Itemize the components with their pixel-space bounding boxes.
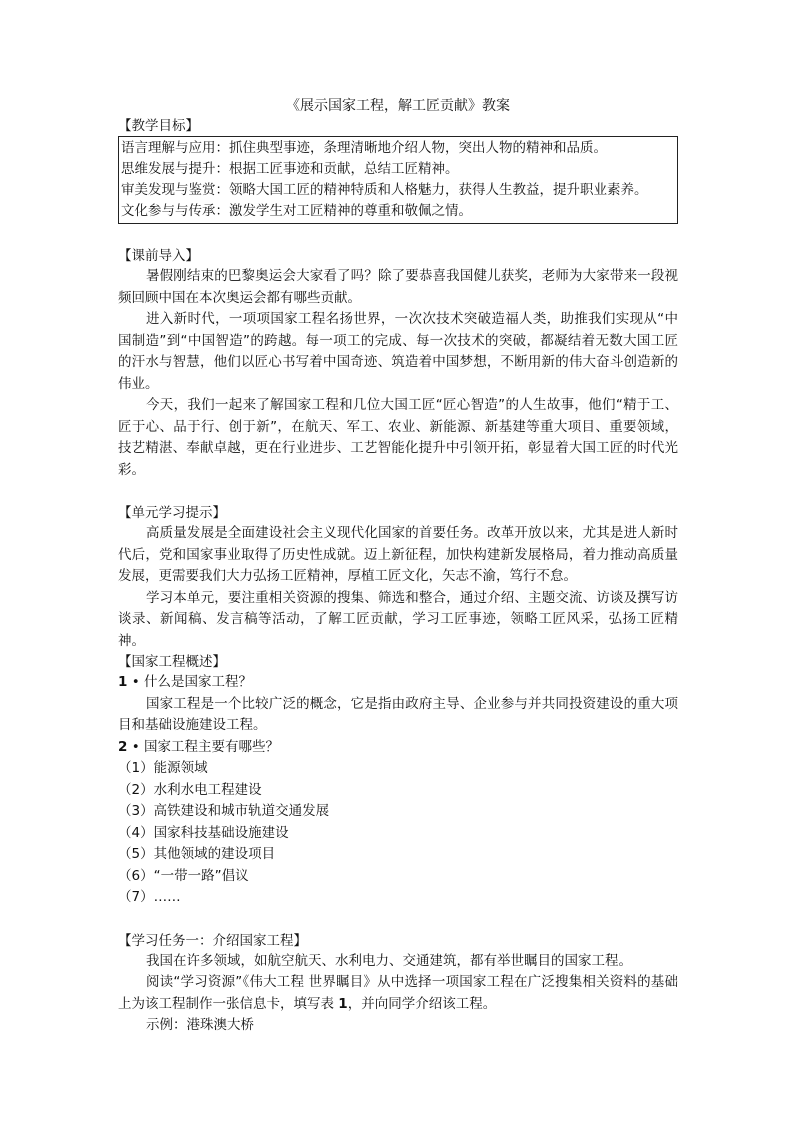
question-number: 1 — [118, 674, 128, 690]
list-item: （3）高铁建设和城市轨道交通发展 — [118, 803, 330, 819]
task1-example: 示例：港珠澳大桥 — [146, 1017, 254, 1033]
question-text: 国家工程主要有哪些？ — [143, 738, 279, 755]
overview-answer-1: 国家工程是一个比较广泛的概念，它是指由政府主导、企业参与并共同投资建设的重大项目和基础设施建设工程。 — [118, 695, 678, 733]
list-item: （1）能源领域 — [118, 760, 208, 776]
list-item: （5）其他领域的建设项目 — [118, 846, 276, 862]
task1-paragraph: 我国在许多领域，如航空航天、水利电力、交通建筑，都有举世瞩目的国家工程。 — [146, 952, 632, 969]
list-item: （6）“一带一路”倡议 — [118, 867, 249, 884]
objective-item: 思维发展与提升：根据工匠事迹和贡献，总结工匠精神。 — [121, 161, 459, 177]
objective-item: 审美发现与鉴赏：领略大国工匠的精神特质和人格魅力，获得人生教益，提升职业素养。 — [121, 182, 648, 198]
document-page — [118, 96, 678, 1037]
task1-heading: 【学习任务一：介绍国家工程】 — [118, 932, 307, 949]
unit-paragraph: 高质量发展是全面建设社会主义现代化国家的首要任务。改革开放以来，尤其是进人新时代后，党和国家事业取得了历史性成就。迈上新征程，加快构建新发展格局，着力推动高质量发展，更需要我们大力弘扬工匠精神，厚植工匠文化，矢志不渝，笃行不怠。 — [118, 525, 678, 584]
list-item: （2）水利水电工程建设 — [118, 781, 262, 798]
intro-paragraph: 今天，我们一起来了解国家工程和几位大国工匠“匠心智造”的人生故事，他们“精于工、匠于心、品于行、创于新”，在航天、军工、农业、新能源、新基建等重大项目、重要领域，技艺精湛、奉献卓越，更在行业进步、工艺智能化提升中引领开拓，彰显着大国工匠的时代光彩。 — [118, 397, 678, 478]
overview-question-2: 2 • 国家工程主要有哪些？ — [118, 738, 279, 755]
list-item: （4）国家科技基础设施建设 — [118, 824, 289, 841]
intro-paragraph: 暑假刚结束的巴黎奥运会大家看了吗？除了要恭喜我国健儿获奖，老师为大家带来一段视频回顾中国在本次奥运会都有哪些贡献。 — [118, 268, 678, 306]
question-number: 2 — [118, 738, 128, 755]
overview-heading: 【国家工程概述】 — [118, 654, 226, 670]
objectives-heading: 【教学目标】 — [118, 118, 199, 134]
intro-heading: 【课前导入】 — [118, 248, 199, 264]
objective-item: 文化参与与传承：激发学生对工匠精神的尊重和敬佩之情。 — [121, 203, 472, 219]
task1-paragraph: 阅读“学习资源”《伟大工程 世界瞩目》从中选择一项国家工程在广泛搜集相关资料的基础上为该工程制作一张信息卡，填写表 1，并向同学介绍该工程。 — [118, 974, 678, 1012]
question-text: 什么是国家工程？ — [143, 674, 252, 690]
overview-question-1: 1 • 什么是国家工程？ — [118, 674, 252, 690]
list-item: （7）…… — [118, 889, 181, 905]
intro-paragraph: 进入新时代，一项项国家工程名扬世界，一次次技术突破造福人类，助推我们实现从“中国制造”到“中国智造”的跨越。每一项工的完成、每一次技术的突破，都凝结着无数大国工匠的汗水与智慧，他们以匠心书写着中国奇迹、筑造着中国梦想，不断用新的伟大奋斗创造新的伟业。 — [118, 311, 678, 392]
document-title: 《展示国家工程，解工匠贡献》教案 — [286, 98, 510, 114]
table-number: 1 — [338, 995, 348, 1012]
unit-heading: 【单元学习提示】 — [118, 505, 226, 521]
unit-paragraph: 学习本单元，要注重相关资源的搜集、筛选和整合，通过介绍、主题交流、访谈及撰写访谈录、新闻稿、发言稿等活动，了解工匠贡献，学习工匠事迹，领略工匠风采，弘扬工匠精神。 — [118, 589, 678, 649]
objectives-box — [118, 136, 678, 224]
objective-item: 语言理解与应用：抓住典型事迹，条理清晰地介绍人物，突出人物的精神和品质。 — [121, 140, 607, 156]
